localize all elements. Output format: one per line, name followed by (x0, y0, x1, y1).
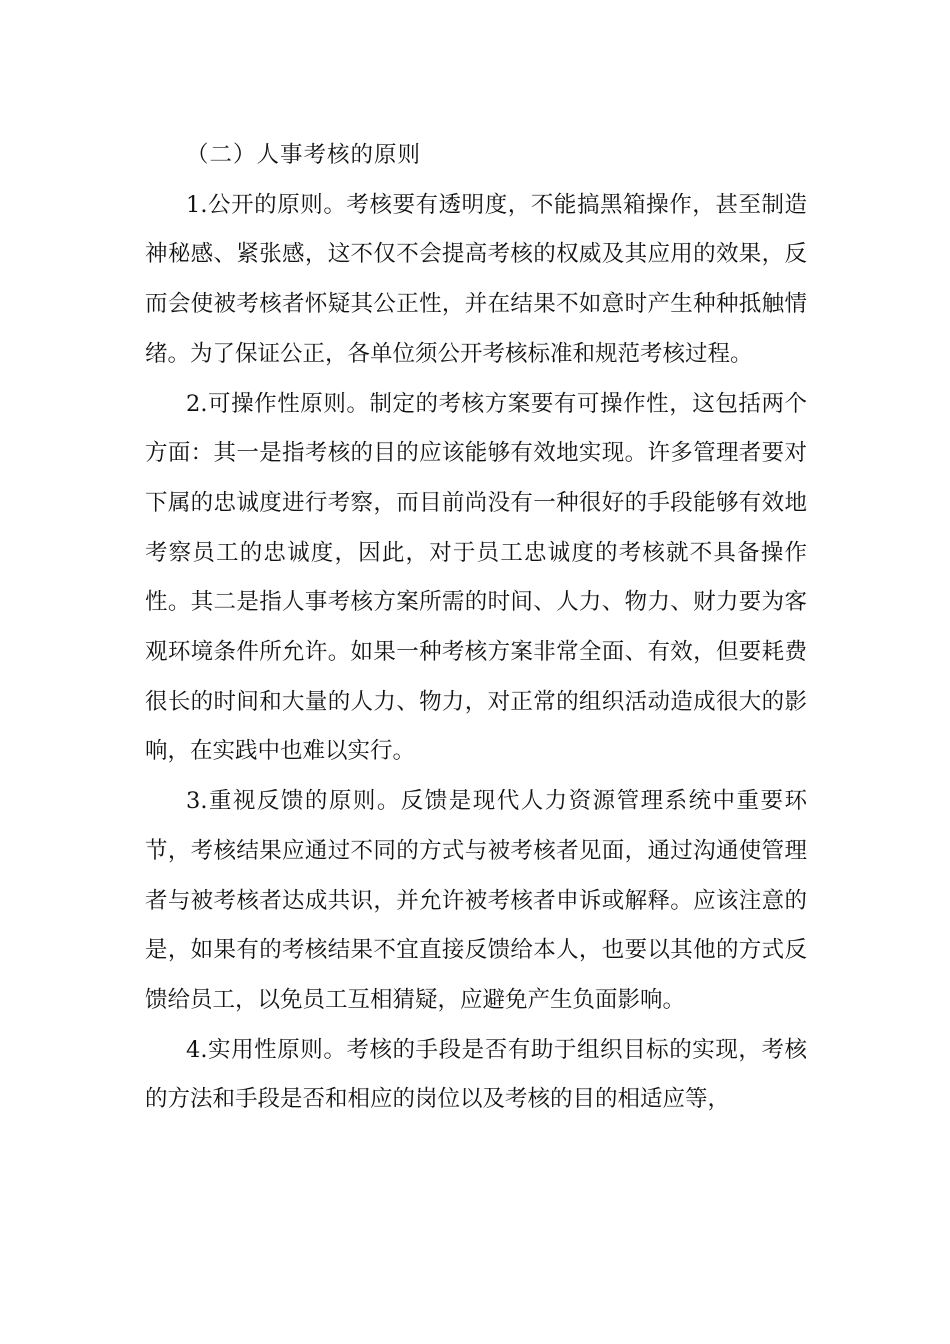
paragraph-practicality-principle: 4.实用性原则。考核的手段是否有助于组织目标的实现，考核的方法和手段是否和相应的岗位以及考核的目的相适应等， (145, 1036, 807, 1113)
paragraph-feedback-principle: 3.重视反馈的原则。反馈是现代人力资源管理系统中重要环节，考核结果应通过不同的方式与被考核者见面，通过沟通使管理者与被考核者达成共识，并允许被考核者申诉或解释。应该注意的是，如果有的考核结果不宜直接反馈给本人，也要以其他的方式反馈给员工，以免员工互相猜疑，应避免产生负面影响。 (145, 788, 807, 1013)
section-heading: （二）人事考核的原则 (186, 142, 422, 168)
document-body (145, 131, 807, 1125)
paragraph-openness-principle: 1.公开的原则。考核要有透明度，不能搞黑箱操作，甚至制造神秘感、紧张感，这不仅不会提高考核的权威及其应用的效果，反而会使被考核者怀疑其公正性，并在结果不如意时产生种种抵触情绪。为了保证公正，各单位须公开考核标准和规范考核过程。 (145, 191, 807, 367)
paragraph-operability-principle: 2.可操作性原则。制定的考核方案要有可操作性，这包括两个方面：其一是指考核的目的应该能够有效地实现。许多管理者要对下属的忠诚度进行考察，而目前尚没有一种很好的手段能够有效地考察员工的忠诚度，因此，对于员工忠诚度的考核就不具备操作性。其二是指人事考核方案所需的时间、人力、物力、财力要为客观环境条件所允许。如果一种考核方案非常全面、有效，但要耗费很长的时间和大量的人力、物力，对正常的组织活动造成很大的影响，在实践中也难以实行。 (145, 390, 807, 765)
